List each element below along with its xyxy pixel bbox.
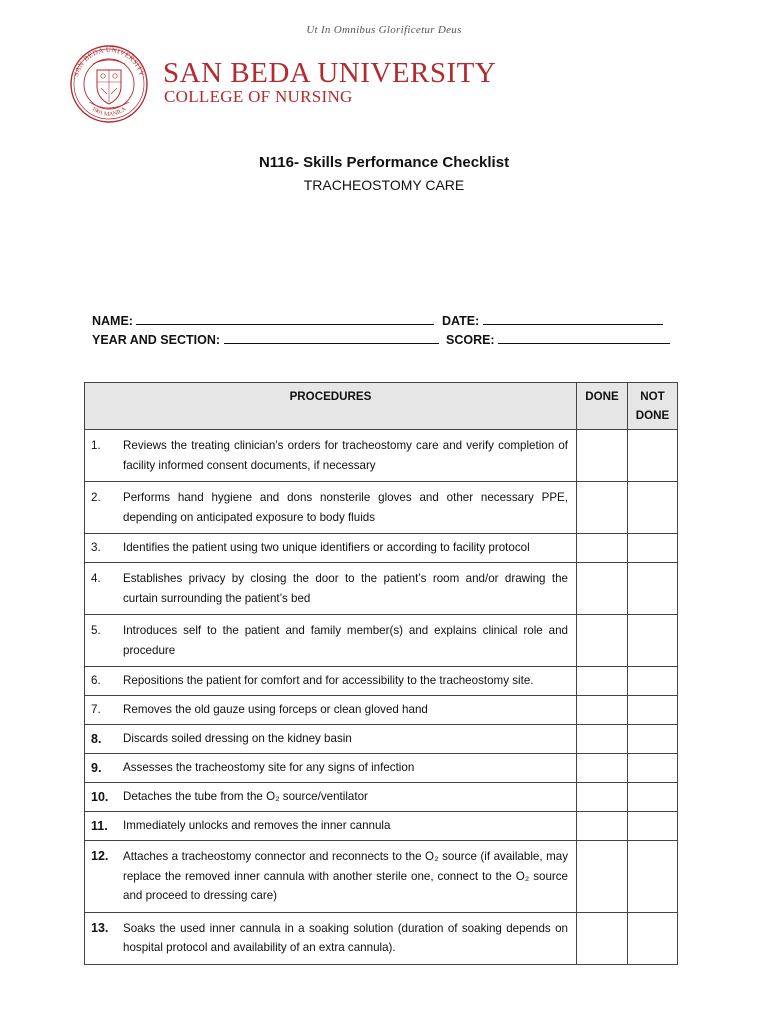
date-label: DATE: — [441, 314, 480, 328]
procedures-table — [84, 382, 678, 965]
not-done-checkbox-cell[interactable] — [628, 812, 678, 841]
procedure-text: Repositions the patient for comfort and for accessibility to the tracheostomy site. — [123, 674, 534, 687]
done-checkbox-cell[interactable] — [577, 615, 628, 667]
document-subtitle: TRACHEOSTOMY CARE — [303, 177, 465, 193]
procedure-cell — [85, 615, 577, 667]
table-row — [85, 430, 678, 482]
procedure-number: 11. — [91, 819, 108, 833]
procedure-text: Introduces self to the patient and family member(s) and explains clinical role and procedure — [123, 624, 568, 657]
procedure-number: 3. — [91, 541, 101, 554]
procedure-cell — [85, 534, 577, 563]
done-header: DONE — [577, 383, 628, 430]
procedure-text: Reviews the treating clinician’s orders for tracheostomy care and verify completion of facility informed consent documents, if necessary — [123, 439, 568, 472]
table-row — [85, 754, 678, 783]
not-done-checkbox-cell[interactable] — [628, 725, 678, 754]
done-checkbox-cell[interactable] — [577, 783, 628, 812]
procedure-text: Discards soiled dressing on the kidney basin — [123, 732, 352, 745]
procedure-cell — [85, 667, 577, 696]
not-done-header: NOT DONE — [628, 383, 678, 430]
procedure-cell — [85, 482, 577, 534]
procedure-cell — [85, 841, 577, 913]
procedure-number: 8. — [91, 732, 102, 746]
year-section-label: YEAR AND SECTION: — [92, 333, 221, 347]
done-checkbox-cell[interactable] — [577, 482, 628, 534]
table-row — [85, 615, 678, 667]
procedure-cell — [85, 812, 577, 841]
procedure-number: 4. — [91, 572, 101, 585]
not-done-checkbox-cell[interactable] — [628, 430, 678, 482]
procedure-cell — [85, 783, 577, 812]
table-row — [85, 812, 678, 841]
table-header-row — [85, 383, 678, 430]
procedure-text: Soaks the used inner cannula in a soaking solution (duration of soaking depends on hospital protocol and availability of an extra cannula). — [123, 921, 568, 954]
name-field[interactable] — [136, 312, 434, 325]
done-checkbox-cell[interactable] — [577, 725, 628, 754]
procedure-number: 13. — [91, 920, 109, 935]
done-checkbox-cell[interactable] — [577, 812, 628, 841]
table-row — [85, 696, 678, 725]
table-row — [85, 482, 678, 534]
procedure-cell — [85, 563, 577, 615]
done-checkbox-cell[interactable] — [577, 667, 628, 696]
year-score-row — [92, 331, 682, 347]
year-section-field[interactable] — [224, 331, 439, 344]
table-row — [85, 725, 678, 754]
table-row — [85, 667, 678, 696]
score-label: SCORE: — [445, 333, 495, 347]
name-label: NAME: — [92, 314, 133, 328]
svg-text:SAN BEDA UNIVERSITY: SAN BEDA UNIVERSITY — [71, 45, 147, 78]
not-done-checkbox-cell[interactable] — [628, 482, 678, 534]
table-row — [85, 912, 678, 964]
not-done-checkbox-cell[interactable] — [628, 754, 678, 783]
not-done-checkbox-cell[interactable] — [628, 783, 678, 812]
table-row — [85, 534, 678, 563]
done-checkbox-cell[interactable] — [577, 912, 628, 964]
university-name: SAN BEDA UNIVERSITY — [163, 57, 497, 89]
procedure-number: 12. — [91, 849, 109, 863]
procedure-cell — [85, 912, 577, 964]
done-checkbox-cell[interactable] — [577, 563, 628, 615]
procedure-text: Identifies the patient using two unique identifiers or according to facility protocol — [123, 541, 530, 554]
not-done-checkbox-cell[interactable] — [628, 912, 678, 964]
done-checkbox-cell[interactable] — [577, 754, 628, 783]
not-done-checkbox-cell[interactable] — [628, 667, 678, 696]
svg-text:1901 MANILA: 1901 MANILA — [90, 106, 128, 118]
procedure-number: 9. — [91, 761, 102, 775]
not-done-checkbox-cell[interactable] — [628, 563, 678, 615]
procedure-text: Attaches a tracheostomy connector and reconnects to the O₂ source (if available, may replace the removed inner cannula with another sterile one, connect to the O₂ source and proceed to dressing care) — [123, 850, 568, 902]
score-field[interactable] — [498, 331, 670, 344]
table-row — [85, 841, 678, 913]
procedure-text: Establishes privacy by closing the door to the patient’s room and/or drawing the curtain surrounding the patient’s bed — [123, 572, 568, 605]
document-title: N116- Skills Performance Checklist — [258, 154, 510, 171]
not-done-checkbox-cell[interactable] — [628, 534, 678, 563]
procedures-header: PROCEDURES — [85, 383, 577, 430]
table-row — [85, 783, 678, 812]
not-done-checkbox-cell[interactable] — [628, 696, 678, 725]
procedure-cell — [85, 754, 577, 783]
procedure-text: Immediately unlocks and removes the inner cannula — [123, 819, 391, 832]
not-done-checkbox-cell[interactable] — [628, 615, 678, 667]
procedure-number: 2. — [91, 491, 101, 504]
procedure-text: Assesses the tracheostomy site for any signs of infection — [123, 761, 415, 774]
procedure-cell — [85, 696, 577, 725]
done-checkbox-cell[interactable] — [577, 430, 628, 482]
college-name: COLLEGE OF NURSING — [164, 87, 353, 106]
procedure-text: Detaches the tube from the O₂ source/ventilator — [123, 790, 368, 803]
procedure-number: 5. — [91, 624, 101, 637]
name-date-row — [92, 312, 682, 328]
done-checkbox-cell[interactable] — [577, 534, 628, 563]
date-field[interactable] — [483, 312, 663, 325]
procedure-text: Removes the old gauze using forceps or clean gloved hand — [123, 703, 428, 716]
procedure-number: 6. — [91, 674, 101, 687]
done-checkbox-cell[interactable] — [577, 841, 628, 913]
procedure-text: Performs hand hygiene and dons nonsterile gloves and other necessary PPE, depending on anticipated exposure to body fluids — [123, 491, 568, 524]
motto: Ut In Omnibus Glorificetur Deus — [306, 24, 462, 36]
procedure-cell — [85, 430, 577, 482]
university-seal-logo — [63, 44, 155, 124]
done-checkbox-cell[interactable] — [577, 696, 628, 725]
table-row — [85, 563, 678, 615]
procedure-number: 7. — [91, 703, 101, 716]
procedure-cell — [85, 725, 577, 754]
not-done-checkbox-cell[interactable] — [628, 841, 678, 913]
procedure-number: 10. — [91, 790, 109, 804]
procedure-number: 1. — [91, 439, 101, 452]
